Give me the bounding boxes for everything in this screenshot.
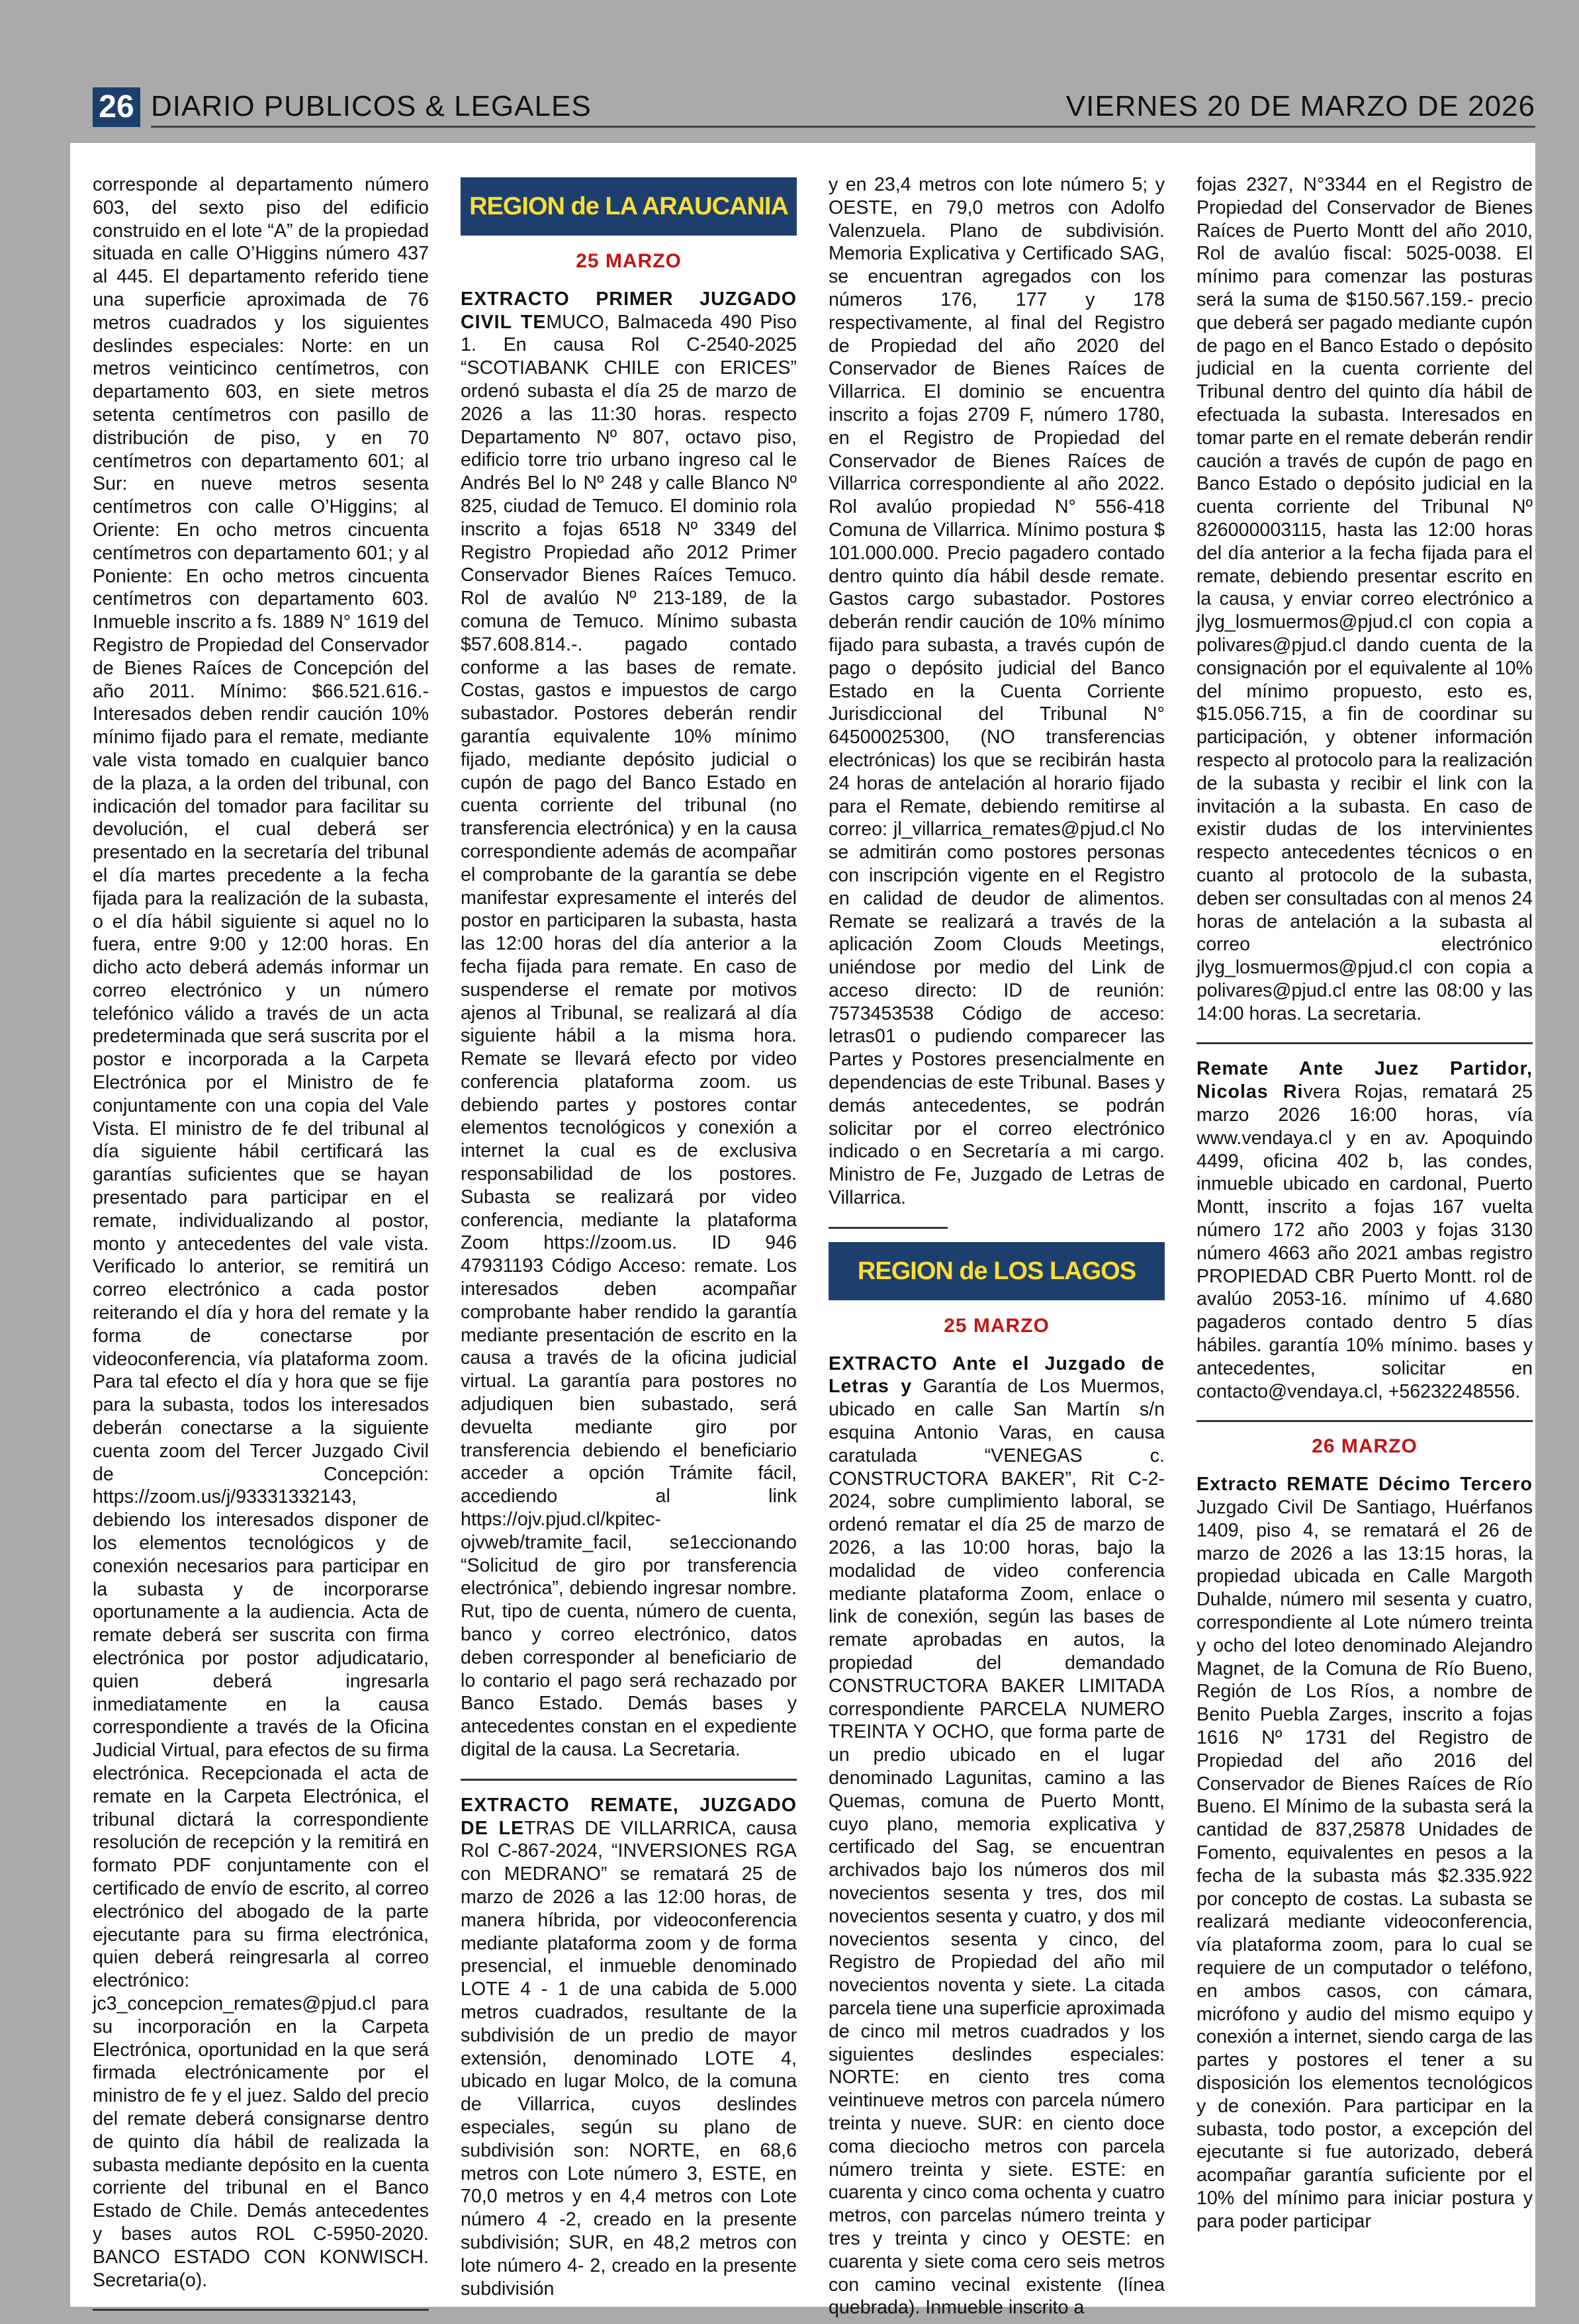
notice-body: TRAS DE VILLARRICA, causa Rol C-867-2024, “INVERSIONES RGA con MEDRANO” se rematará 25 de marzo de 2026 a las 12:00 horas, de manera híbrida, por videoconferencia mediante plataforma zoom y de forma presencial, el inmueble denominado LOTE 4 - 1 de una cabida de 5.000 metros cuadrados, resultante de la subdivisión de un predio de mayor extensión, denominado LOTE 4, ubicado en lugar Molco, de la comuna de Villarrica, cuyos deslindes especiales, según su plano de subdivisión son: NORTE, en 68,6 metros con Lote número 3, ESTE, en 70,0 metros y en 4,4 metros con Lote número 4 -2, creado en la presente subdivisión; SUR, en 48,2 metros con lote número 4- 2, creado en la presente subdivisión <box>461 1817 797 2300</box>
date-heading: 25 MARZO <box>576 250 682 272</box>
notice-lead: EXTRACTO REMATE, JUZGADO DE LE <box>461 1794 797 1839</box>
notice-divider <box>1196 1042 1533 1044</box>
notice-lead: Extracto REMATE Décimo Tercero <box>1196 1474 1533 1496</box>
region-banner-los-lagos: REGION de LOS LAGOS <box>829 1242 1165 1300</box>
page-header <box>93 83 1535 130</box>
column-2 <box>461 177 797 2300</box>
column-4 <box>1196 173 1533 2233</box>
notice-divider <box>461 1779 797 1781</box>
publication-title: DIARIO PUBLICOS & LEGALES <box>151 90 592 122</box>
notice-divider <box>1196 1420 1533 1422</box>
notice-lead: Remate Ante Juez Partidor, Nicolas Ri <box>1196 1058 1533 1103</box>
notice-body: Garantía de Los Muermos, ubicado en calle San Martín s/n esquina Antonio Varas, en causa caratulada “VENEGAS c. CONSTRUCTORA BAKER”, Rit C-2-2024, sobre cumplimiento laboral, se ordenó rematar el día 25 de marzo de 2026, a las 10:00 horas, bajo la modalidad de video conferencia mediante plataforma Zoom, enlace o link de conexión, según las bases de remate aprobadas en autos, la propiedad del demandado CONSTRUCTORA BAKER LIMITADA correspondiente PARCELA NUMERO TREINTA Y OCHO, que forma parte de un predio ubicado en el lugar denominado Lagunitas, camino a las Quemas, comuna de Puerto Montt, cuyo plano, memoria explicativa y certificado del Sag, se encuentran archivados bajo los números dos mil novecientos sesenta y tres, dos mil novecientos sesenta y cuatro, y dos mil novecientos sesenta y cinco, del Registro de Propiedad del año mil novecientos noventa y siete. La citada parcela tiene una superficie aproximada de cinco mil metros cuadrados y los siguientes deslindes especiales: NORTE: en ciento tres coma veintinueve metros con parcela número treinta y nueve. SUR: en ciento doce coma dieciocho metros con parcela número treinta y siete. ESTE: en cuarenta y cinco coma ochenta y cuatro metros, con parcelas número treinta y tres y treinta y cinco y OESTE: en cuarenta y siete coma cero seis metros con camino vecinal existente (línea quebrada). Inmueble inscrito a <box>829 1376 1165 2319</box>
notice-villarrica-continued: y en 23,4 metros con lote número 5; y OESTE, en 79,0 metros con Adolfo Valenzuela. Plano de subdivisión. Memoria Explicativa y Certificado SAG, se encuentran agregados con los números 176, 177 y 178 respectivamente, al final del Registro de Propiedad del año 2020 del Conservador de Bienes Raíces de Villarrica. El dominio se encuentra inscrito a fojas 2709 F, número 1780, en el Registro de Propiedad del Conservador de Bienes Raíces de Villarrica correspondiente al año 2022. Rol avalúo propiedad N° 556-418 Comuna de Villarrica. Mínimo postura $ 101.000.000. Precio pagadero contado dentro quinto día hábil desde remate. Gastos cargo subastador. Postores deberán rendir caución de 10% mínimo fijado para subasta, a través cupón de pago o depósito judicial del Banco Estado en la Cuenta Corriente Jurisdiccional del Tribunal N° 64500025300, (NO transferencias electrónicas) los que se recibirán hasta 24 horas de antelación al horario fijado para el Remate, debiendo remitirse al correo: jl_villarrica_remates@pjud.cl No se admitirán como postores personas con inscripción vigente en el Registro en calidad de deudor de alimentos. Remate se realizará a través de la aplicación Zoom Clouds Meetings, uniéndose por medio del Link de acceso directo: ID de reunión: 7573453538 Código de acceso: letras01 o pudiendo comparecer las Partes y Postores presencialmente en dependencias de este Tribunal. Bases y demás antecedentes, se podrán solicitar por el correo electrónico indicado o en Secretaría a mi cargo. Ministro de Fe, Juzgado de Letras de Villarrica. <box>829 174 1165 1209</box>
notice-lead: EXTRACTO Ante el Juzgado de Letras y <box>829 1353 1165 1398</box>
date-heading: 26 MARZO <box>1312 1435 1418 1458</box>
header-rule <box>151 126 1535 128</box>
notice-lead: EXTRACTO PRIMER JUZGADO CIVIL TE <box>461 288 797 333</box>
notice-divider <box>93 2309 429 2311</box>
notice-body: MUCO, Balmaceda 490 Piso 1. En causa Rol C-2540-2025 “SCOTIABANK CHILE con ERICES” ordenó subasta el día 25 de marzo de 2026 a las 11:30 horas. respecto Departamento Nº 807, octavo piso, edificio torre trio urbano ingreso cal le Andrés Bel lo Nº 248 y calle Blanco Nº 825, ciudad de Temuco. El dominio rola inscrito a fojas 6518 Nº 3349 del Registro Propiedad año 2012 Primer Conservador Bienes Raíces Temuco. Rol de avalúo Nº 213-189, de la comuna de Temuco. Mínimo subasta $57.608.814.-. pagado contado conforme a las bases de remate. Costas, gastos e impuestos de cargo subastador. Postores deberán rendir garantía equivalente 10% mínimo fijado, mediante depósito judicial o cupón de pago del Banco Estado en cuenta corriente del tribunal (no transferencia electrónica) y en la causa correspondiente además de acompañar el comprobante de la garantía se debe manifestar expresamente el interés del postor en participaren la subasta, hasta las 12:00 horas del día anterior a la fecha fijada para remate. En caso de suspenderse el remate por motivos ajenos al Tribunal, se realizará al día siguiente hábil a la misma hora. Remate se llevará efecto por video conferencia plataforma zoom. us debiendo partes y postores contar elementos tecnológicos y conexión a internet la cual es de exclusiva responsabilidad de los postores. Subasta se realizará por video conferencia, mediante la plataforma Zoom https://zoom.us. ID 946 47931193 Código Acceso: remate. Los interesados deben acompañar comprobante haber rendido la garantía mediante presentación de escrito en la causa a través de la oficina judicial virtual. La garantía para postores no adjudiquen bien subastado, será devuelta mediante giro por transferencia debiendo el beneficiario acceder a opción Trámite fácil, accediendo al link https://ojv.pjud.cl/kpitec-ojvweb/tramite_facil, se1eccionando “Solicitud de giro por transferencia electrónica”, debiendo ingresar nombre. Rut, tipo de cuenta, número de cuenta, banco y correo electrónico, datos deben corresponder al beneficiario de lo contario el pago será rechazado por Banco Estado. Demás bases y antecedentes constan en el expediente digital de la causa. La Secretaria. <box>461 311 797 1760</box>
notice-body: Juzgado Civil De Santiago, Huérfanos 1409, piso 4, se rematará el 26 de marzo de 2026 a las 13:15 horas, la propiedad ubicada en Calle Margoth Duhalde, número mil sesenta y cuatro, correspondiente al Lote número treinta y ocho del loteo denominado Alejandro Magnet, de la Comuna de Río Bueno, Región de Los Ríos, a nombre de Benito Puebla Zarges, inscrito a fojas 1616 Nº 1731 del Registro de Propiedad del año 2016 del Conservador de Bienes Raíces de Río Bueno. El Mínimo de la subasta será la cantidad de 837,25878 Unidades de Fomento, equivalentes en pesos a la fecha de la subasta más $2.335.922 por concepto de costas. La subasta se realizará mediante videoconferencia, vía plataforma zoom, para lo cual se requiere de un computador o teléfono, en ambos casos, con cámara, micrófono y audio del mismo equipo y conexión a internet, siendo carga de las partes y postores el tener a su disposición los elementos tecnológicos y de conexión. Para participar en la subasta, todo postor, a excepción del ejecutante si fue autorizado, deberá acompañar garantía suficiente por el 10% del mínimo para iniciar postura y para poder participar <box>1196 1497 1533 2232</box>
issue-date: VIERNES 20 DE MARZO DE 2026 <box>1065 90 1535 122</box>
page-number: 26 <box>93 87 140 127</box>
notice-los-muermos-continued: fojas 2327, N°3344 en el Registro de Propiedad del Conservador de Bienes Raíces de Puerto Montt del año 2010, Rol de avalúo fiscal: 5025-0038. El mínimo para comenzar las posturas será la suma de $150.567.159.- precio que deberá ser pagado mediante cupón de pago en el Banco Estado o depósito judicial en la cuenta corriente del Tribunal dentro del quinto día hábil de efectuada la subasta. Interesados en tomar parte en el remate deberán rendir caución a través de cupón de pago en Banco Estado o depósito judicial en la cuenta corriente del Tribunal Nº 826000003115, hasta las 12:00 horas del día anterior a la fecha fijada para el remate, debiendo presentar escrito en la causa, y enviar correo electrónico a jlyg_losmuermos@pjud.cl con copia a polivares@pjud.cl dando cuenta de la consignación por el equivalente al 10% del mínimo propuesto, esto es, $15.056.715, a fin de coordinar su participación, y obtener información respecto al protocolo para la realización de la subasta y recibir el link con la invitación a la subasta. En caso de existir dudas de los intervinientes respecto antecedentes técnicos o en cuanto al protocolo de la subasta, deben ser consultadas con al menos 24 horas de antelación a la subasta al correo electrónico jlyg_losmuermos@pjud.cl con copia a polivares@pjud.cl entre las 08:00 y las 14:00 horas. La secretaria. <box>1196 174 1533 1024</box>
column-3 <box>829 173 1165 2319</box>
notice-los-muermos <box>829 1353 1165 2319</box>
region-banner-araucania: REGION de LA ARAUCANIA <box>461 177 797 236</box>
notice-continued-text: corresponde al departamento número 603, del sexto piso del edificio construido en el lote “A” de la propiedad situada en calle O’Higgins número 437 al 445. El departamento referido tiene una superficie aproximada de 76 metros cuadrados y los siguientes deslindes especiales: Norte: en un metros veinticinco centímetros, con departamento 603, en siete metros setenta centímetros con pasillo de distribución de piso, y en 70 centímetros con departamento 601; al Sur: en nueve metros sesenta centímetros con calle O’Higgins; al Oriente: En ocho metros cincuenta centímetros con departamento 601; y al Poniente: En ocho metros cincuenta centímetros con departamento 603. Inmueble inscrito a fs. 1889 N° 1619 del Registro de Propiedad del Conservador de Bienes Raíces de Concepción del año 2011. Mínimo: $66.521.616.- Interesados deben rendir caución 10% mínimo fijado para el remate, mediante vale vista tomado en cualquier banco de la plaza, a la orden del tribunal, con indicación del tomador para facilitar su devolución, el cual deberá ser presentado en la secretaría del tribunal el día martes precedente a la fecha fijada para la realización de la subasta, o el día hábil siguiente si aquel no lo fuera, entre 9:00 y 12:00 horas. En dicho acto deberá además informar un correo electrónico y un número telefónico válido a través de un acta predeterminada que será suscrita por el postor e incorporada a la Carpeta Electrónica por el Ministro de fe conjuntamente con una copia del Vale Vista. El ministro de fe del tribunal al día siguiente hábil certificará las garantías suficientes que se hayan presentado para participar en el remate, individualizando al postor, monto y antecedentes del vale vista. Verificado lo anterior, se remitirá un correo electrónico a cada postor reiterando el día y hora del remate y la forma de conectarse por videoconferencia, vía plataforma zoom. Para tal efecto el día y hora que se fije para la subasta, todos los interesados deberán conectarse a la siguiente cuenta zoom del Tercer Juzgado Civil de Concepción: https://zoom.us/j/93331332143, debiendo los interesados disponer de los elementos tecnológicos y de conexión necesarios para participar en la subasta y de incorporarse oportunamente a la audiencia. Acta de remate deberá ser suscrita con firma electrónica por postor adjudicatario, quien deberá ingresarla inmediatamente en la causa correspondiente a través de la Oficina Judicial Virtual, para efectos de su firma electrónica. Recepcionada el acta de remate en la Carpeta Electrónica, el tribunal dictará la correspondiente resolución de recepción y la remitirá en formato PDF conjuntamente con el certificado de envío de escrito, al correo electrónico del abogado de la parte ejecutante para su firma electrónica, quien deberá reingresarla al correo electrónico: jc3_concepcion_remates@pjud.cl para su incorporación en la Carpeta Electrónica, oportunidad en la que será firmada electrónicamente por el ministro de fe y el juez. Saldo del precio del remate deberá consignarse dentro de quinto día hábil de realizada la subasta mediante depósito en la cuenta corriente del tribunal en el Banco Estado de Chile. Demás antecedentes y bases autos ROL C-5950-2020. BANCO ESTADO CON KONWISCH. Secretaria(o). <box>93 174 429 2291</box>
column-1 <box>93 173 429 2324</box>
notice-divider <box>829 1227 948 1229</box>
notice-juez-partidor <box>1196 1057 1533 1403</box>
notice-temuco <box>461 288 797 1762</box>
notice-body: vera Rojas, rematará 25 marzo 2026 16:00 horas, vía www.vendaya.cl y en av. Apoquindo 4499, oficina 402 b, las condes, inmueble ubicado en cardonal, Puerto Montt, inscrito a fojas 167 vuelta número 172 año 2003 y fojas 3130 número 4663 año 2021 ambas registro PROPIEDAD CBR Puerto Montt. rol de avalúo 2053-16. mínimo uf 4.680 pagaderos contado dentro 5 días hábiles. garantía 10% mínimo. bases y antecedentes, solicitar en contacto@vendaya.cl, +56232248556. <box>1196 1081 1533 1402</box>
notice-santiago <box>1196 1473 1533 2233</box>
notice-villarrica <box>461 1794 797 2301</box>
date-heading: 25 MARZO <box>944 1314 1050 1337</box>
